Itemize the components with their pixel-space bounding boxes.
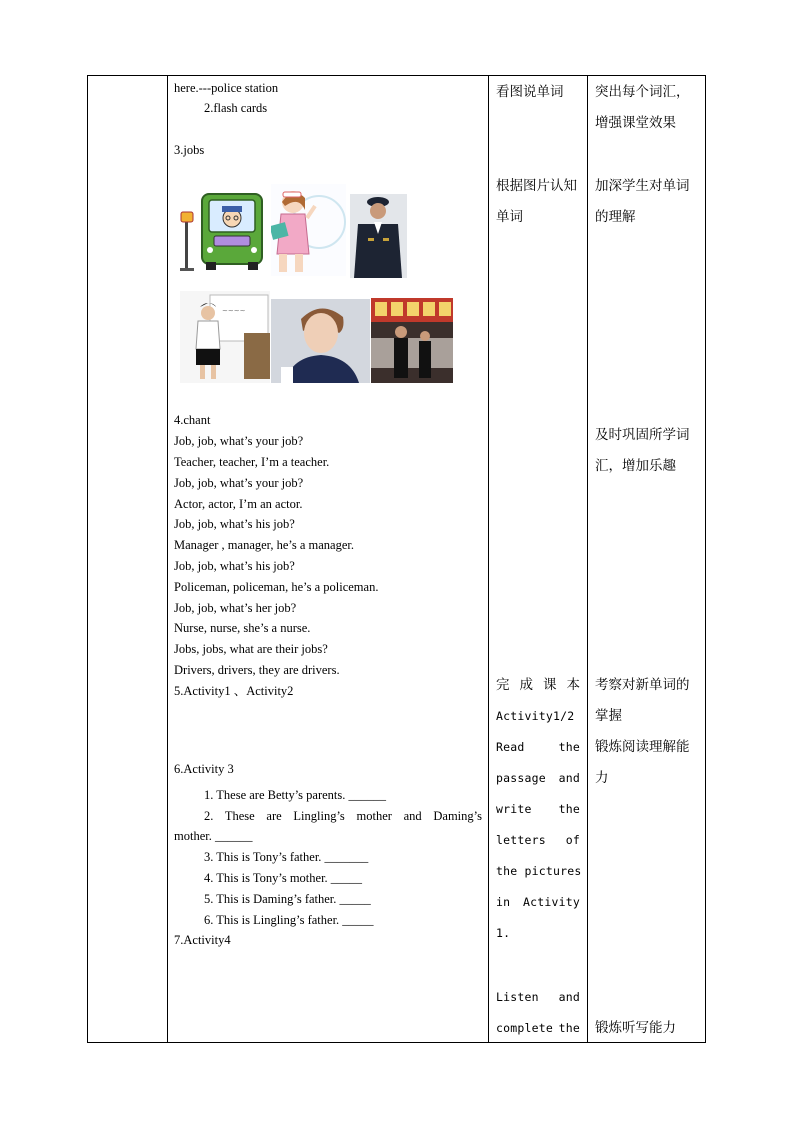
purpose-line: 的理解 bbox=[595, 209, 636, 225]
activity3-item: 6. This is Lingling’s father. _____ bbox=[204, 913, 374, 927]
text-police-station: here.---police station bbox=[174, 81, 279, 95]
text-jobs: 3.jobs bbox=[174, 143, 205, 157]
chant-line: Job, job, what’s her job? bbox=[174, 601, 297, 615]
purpose-line: 力 bbox=[595, 770, 609, 786]
chant-line: Job, job, what’s your job? bbox=[174, 476, 304, 490]
chant-line: Teacher, teacher, I’m a teacher. bbox=[174, 455, 330, 469]
activity3-item: 1. These are Betty’s parents. ______ bbox=[204, 788, 387, 802]
text-listen-and: Listen and bbox=[496, 990, 580, 1004]
chant-line: Nurse, nurse, she’s a nurse. bbox=[174, 621, 311, 635]
chant-line: Job, job, what’s his job? bbox=[174, 517, 295, 531]
chant-line: Job, job, what’s your job? bbox=[174, 434, 304, 448]
text-activity-1-2: 5.Activity1 、Activity2 bbox=[174, 684, 294, 698]
chant-line: Drivers, drivers, they are drivers. bbox=[174, 663, 340, 677]
activity3-item: 2. These are Lingling’s mother and Daming’s bbox=[204, 809, 482, 823]
policeman-picture bbox=[350, 194, 407, 278]
activity-column bbox=[489, 76, 588, 1042]
activity3-item: 3. This is Tony’s father. _______ bbox=[204, 850, 369, 864]
activity3-item: mother. ______ bbox=[174, 829, 253, 843]
nurse-picture bbox=[271, 184, 346, 276]
text-flash-cards: 2.flash cards bbox=[204, 101, 268, 115]
manager-picture bbox=[371, 298, 453, 383]
chant-line: Actor, actor, I’m an actor. bbox=[174, 497, 303, 511]
purpose-line: 掌握 bbox=[595, 708, 622, 724]
chant-line: Policeman, policeman, he’s a policeman. bbox=[174, 580, 379, 594]
activity3-item: 5. This is Daming’s father. _____ bbox=[204, 892, 371, 906]
purpose-line: 及时巩固所学词 bbox=[595, 427, 690, 443]
svg-text:~~~~: ~~~~ bbox=[222, 307, 246, 315]
text-activity-4: 7.Activity4 bbox=[174, 933, 231, 947]
purpose-line: 加深学生对单词 bbox=[595, 178, 690, 194]
purpose-line: 锻炼听写能力 bbox=[595, 1020, 676, 1036]
chant-line: Jobs, jobs, what are their jobs? bbox=[174, 642, 328, 656]
chant-line: Manager , manager, he’s a manager. bbox=[174, 538, 354, 552]
text-passage-and: passage and bbox=[496, 771, 580, 785]
text-complete-book: 完 成 课 本 bbox=[496, 677, 580, 693]
text-write-the: write the bbox=[496, 802, 580, 816]
stage-column bbox=[88, 76, 168, 1042]
text-activity12: Activity1/2 bbox=[496, 709, 575, 723]
purpose-line: 增强课堂效果 bbox=[595, 115, 676, 131]
text-recognize-2: 单词 bbox=[496, 209, 523, 225]
bus-driver-picture bbox=[180, 188, 265, 278]
text-the-pictures: the pictures bbox=[496, 864, 582, 878]
activity3-item: 4. This is Tony’s mother. _____ bbox=[204, 871, 363, 885]
teacher-picture bbox=[180, 291, 270, 383]
text-in-activity: in Activity bbox=[496, 895, 580, 909]
text-activity-3: 6.Activity 3 bbox=[174, 762, 234, 776]
text-recognize-1: 根据图片认知 bbox=[496, 178, 577, 194]
text-chant-title: 4.chant bbox=[174, 413, 211, 427]
purpose-line: 锻炼阅读理解能 bbox=[595, 739, 690, 755]
actor-picture bbox=[271, 299, 370, 383]
chant-line: Job, job, what’s his job? bbox=[174, 559, 295, 573]
text-read-the: Read the bbox=[496, 740, 580, 754]
purpose-line: 突出每个词汇， bbox=[595, 84, 690, 100]
text-one: 1. bbox=[496, 926, 511, 940]
text-look-say: 看图说单词 bbox=[496, 84, 564, 100]
text-complete-the: complete the bbox=[496, 1021, 580, 1035]
text-letters-of: letters of bbox=[496, 833, 580, 847]
purpose-column bbox=[588, 76, 705, 1042]
purpose-line: 汇，增加乐趣 bbox=[595, 458, 676, 474]
content-column bbox=[168, 76, 489, 1042]
lesson-plan-table bbox=[87, 75, 706, 1043]
purpose-line: 考察对新单词的 bbox=[595, 677, 690, 693]
